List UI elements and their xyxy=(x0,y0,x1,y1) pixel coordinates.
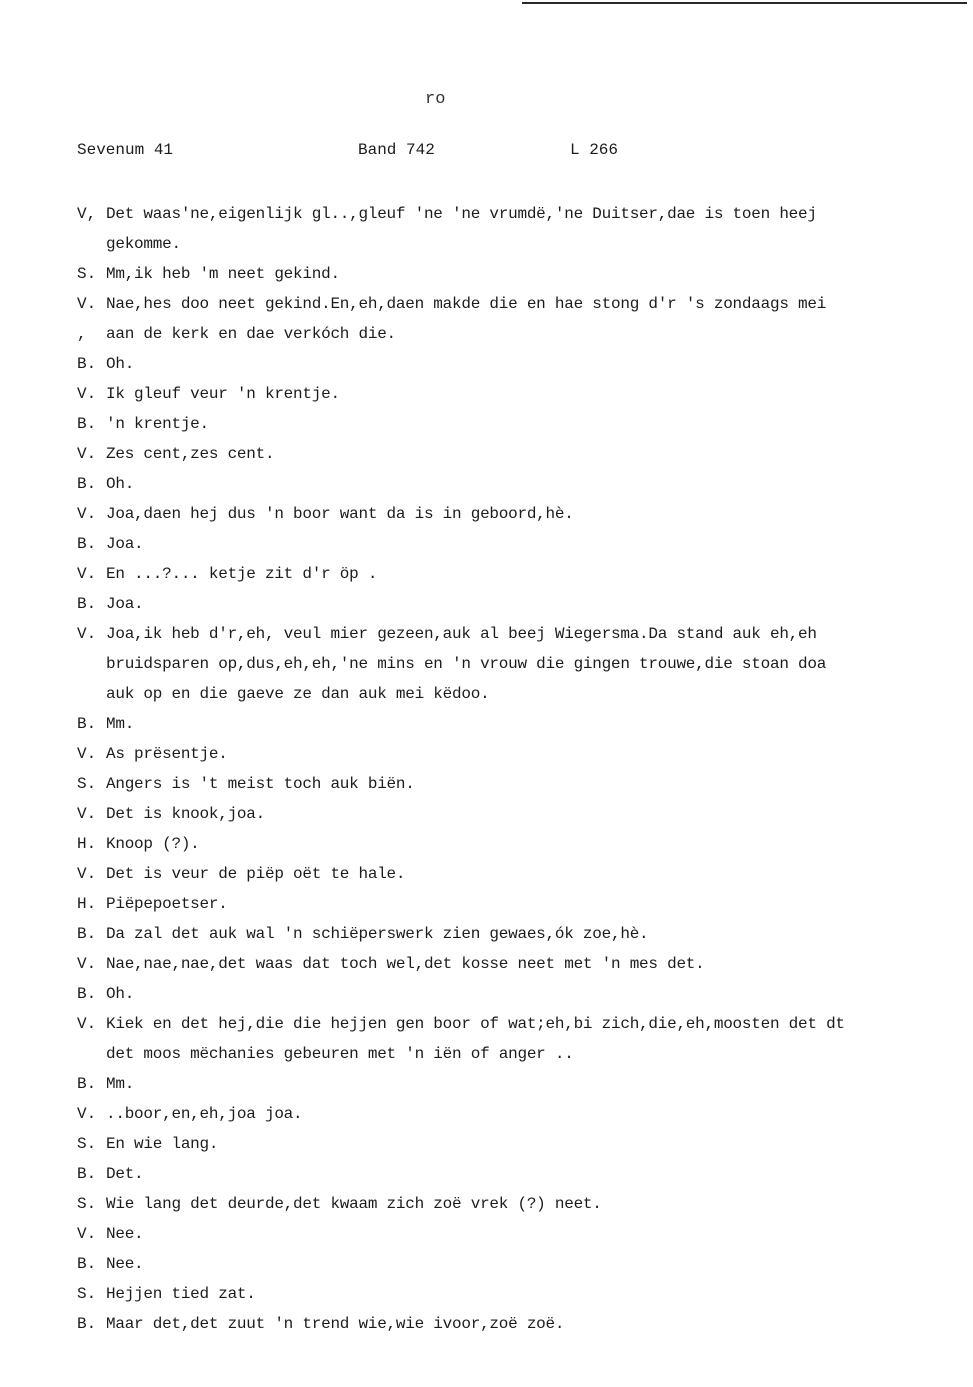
speaker-label: B. xyxy=(77,925,97,943)
speaker-label: V. xyxy=(77,625,97,643)
speaker-label: S. xyxy=(77,1285,97,1303)
utterance-text: Det is veur de piëp oët te hale. xyxy=(106,865,406,883)
transcript-line xyxy=(77,979,937,1009)
utterance-text: Knoop (?). xyxy=(106,835,200,853)
transcript-line xyxy=(77,1099,937,1129)
transcript-line xyxy=(77,799,937,829)
transcript-line xyxy=(77,709,937,739)
top-rule xyxy=(522,2,967,4)
speaker-label: B. xyxy=(77,475,97,493)
transcript-line xyxy=(77,1309,937,1339)
speaker-label: B. xyxy=(77,1255,97,1273)
transcript-line xyxy=(77,949,937,979)
utterance-text: Zes cent,zes cent. xyxy=(106,445,275,463)
transcript-line xyxy=(77,589,937,619)
transcript-line xyxy=(77,1039,937,1069)
speaker-label: V, xyxy=(77,205,97,223)
speaker-label: B. xyxy=(77,1165,97,1183)
utterance-text: Det. xyxy=(106,1165,144,1183)
transcript-line xyxy=(77,229,937,259)
header-location: Sevenum 41 xyxy=(77,141,174,159)
utterance-text: Det is knook,joa. xyxy=(106,805,265,823)
utterance-text: Mm,ik heb 'm neet gekind. xyxy=(106,265,340,283)
speaker-label: , xyxy=(77,325,87,343)
transcript-line xyxy=(77,649,937,679)
transcript-line xyxy=(77,259,937,289)
utterance-text: gekomme. xyxy=(106,235,181,253)
utterance-text: ..boor,en,eh,joa joa. xyxy=(106,1105,303,1123)
transcript-line xyxy=(77,499,937,529)
utterance-text: Nae,hes doo neet gekind.En,eh,daen makde die en hae stong d'r 's zondaags mei xyxy=(106,295,827,313)
utterance-text: Da zal det auk wal 'n schiëperswerk zien gewaes,ók zoe,hè. xyxy=(106,925,649,943)
utterance-text: Hejjen tied zat. xyxy=(106,1285,256,1303)
utterance-text: bruidsparen op,dus,eh,eh,'ne mins en 'n vrouw die gingen trouwe,die stoan doa xyxy=(106,655,827,673)
transcript-line xyxy=(77,469,937,499)
transcript-line xyxy=(77,1279,937,1309)
utterance-text: Piëpepoetser. xyxy=(106,895,228,913)
speaker-label: V. xyxy=(77,865,97,883)
transcript-line xyxy=(77,529,937,559)
transcript xyxy=(77,199,937,1339)
utterance-text: Det waas'ne,eigenlijk gl..,gleuf 'ne 'ne vrumdë,'ne Duitser,dae is toen heej xyxy=(106,205,817,223)
speaker-label: B. xyxy=(77,1315,97,1333)
transcript-line xyxy=(77,1009,937,1039)
speaker-label: B. xyxy=(77,1075,97,1093)
utterance-text: Joa,ik heb d'r,eh, veul mier gezeen,auk al beej Wiegersma.Da stand auk eh,eh xyxy=(106,625,817,643)
speaker-label: V. xyxy=(77,505,97,523)
utterance-text: Ik gleuf veur 'n krentje. xyxy=(106,385,340,403)
transcript-line xyxy=(77,919,937,949)
speaker-label: S. xyxy=(77,1135,97,1153)
transcript-line xyxy=(77,199,937,229)
utterance-text: Nae,nae,nae,det waas dat toch wel,det kosse neet met 'n mes det. xyxy=(106,955,705,973)
speaker-label: S. xyxy=(77,775,97,793)
utterance-text: En wie lang. xyxy=(106,1135,219,1153)
speaker-label xyxy=(77,229,106,259)
speaker-label: B. xyxy=(77,715,97,733)
speaker-label: H. xyxy=(77,835,97,853)
transcript-line xyxy=(77,739,937,769)
transcript-line xyxy=(77,409,937,439)
speaker-label: S. xyxy=(77,1195,97,1213)
utterance-text: aan de kerk en dae verkóch die. xyxy=(106,325,396,343)
transcript-line xyxy=(77,1159,937,1189)
transcript-line xyxy=(77,289,937,319)
utterance-text: Nee. xyxy=(106,1225,144,1243)
speaker-label: V. xyxy=(77,805,97,823)
utterance-text: Kiek en det hej,die die hejjen gen boor of wat;eh,bi zich,die,eh,moosten det dt xyxy=(106,1015,845,1033)
utterance-text: Nee. xyxy=(106,1255,144,1273)
utterance-text: Mm. xyxy=(106,715,135,733)
utterance-text: Joa. xyxy=(106,535,144,553)
transcript-line xyxy=(77,859,937,889)
speaker-label: H. xyxy=(77,895,97,913)
speaker-label: B. xyxy=(77,595,97,613)
transcript-line xyxy=(77,439,937,469)
transcript-line xyxy=(77,619,937,649)
utterance-text: As prësentje. xyxy=(106,745,228,763)
transcript-line xyxy=(77,379,937,409)
speaker-label xyxy=(77,1039,106,1069)
transcript-line xyxy=(77,829,937,859)
speaker-label: V. xyxy=(77,385,97,403)
utterance-text: Joa,daen hej dus 'n boor want da is in geboord,hè. xyxy=(106,505,574,523)
transcript-line xyxy=(77,1249,937,1279)
transcript-line xyxy=(77,1219,937,1249)
utterance-text: En ...?... ketje zit d'r öp . xyxy=(106,565,378,583)
utterance-text: auk op en die gaeve ze dan auk mei këdoo. xyxy=(106,685,490,703)
utterance-text: Angers is 't meist toch auk biën. xyxy=(106,775,415,793)
speaker-label: V. xyxy=(77,1015,97,1033)
utterance-text: Oh. xyxy=(106,355,135,373)
handwritten-mark: ro xyxy=(425,90,446,109)
speaker-label: V. xyxy=(77,1105,97,1123)
speaker-label: V. xyxy=(77,1225,97,1243)
speaker-label: V. xyxy=(77,565,97,583)
utterance-text: det moos mëchanies gebeuren met 'n iën of anger .. xyxy=(106,1045,574,1063)
transcript-line xyxy=(77,679,937,709)
utterance-text: Oh. xyxy=(106,475,135,493)
header-page: L 266 xyxy=(570,141,619,159)
transcript-line xyxy=(77,1189,937,1219)
speaker-label: B. xyxy=(77,415,97,433)
transcript-line xyxy=(77,559,937,589)
speaker-label: S. xyxy=(77,265,97,283)
utterance-text: Maar det,det zuut 'n trend wie,wie ivoor,zoë zoë. xyxy=(106,1315,565,1333)
speaker-label: V. xyxy=(77,745,97,763)
utterance-text: Joa. xyxy=(106,595,144,613)
transcript-line xyxy=(77,1129,937,1159)
speaker-label: V. xyxy=(77,445,97,463)
transcript-line xyxy=(77,319,937,349)
utterance-text: 'n krentje. xyxy=(106,415,209,433)
speaker-label: V. xyxy=(77,955,97,973)
speaker-label: B. xyxy=(77,985,97,1003)
transcript-line xyxy=(77,769,937,799)
speaker-label: B. xyxy=(77,355,97,373)
speaker-label xyxy=(77,649,106,679)
transcript-line xyxy=(77,1069,937,1099)
speaker-label: V. xyxy=(77,295,97,313)
utterance-text: Mm. xyxy=(106,1075,135,1093)
utterance-text: Oh. xyxy=(106,985,135,1003)
header-tape: Band 742 xyxy=(358,141,435,159)
speaker-label: B. xyxy=(77,535,97,553)
transcript-line xyxy=(77,349,937,379)
transcript-line xyxy=(77,889,937,919)
utterance-text: Wie lang det deurde,det kwaam zich zoë vrek (?) neet. xyxy=(106,1195,602,1213)
speaker-label xyxy=(77,679,106,709)
